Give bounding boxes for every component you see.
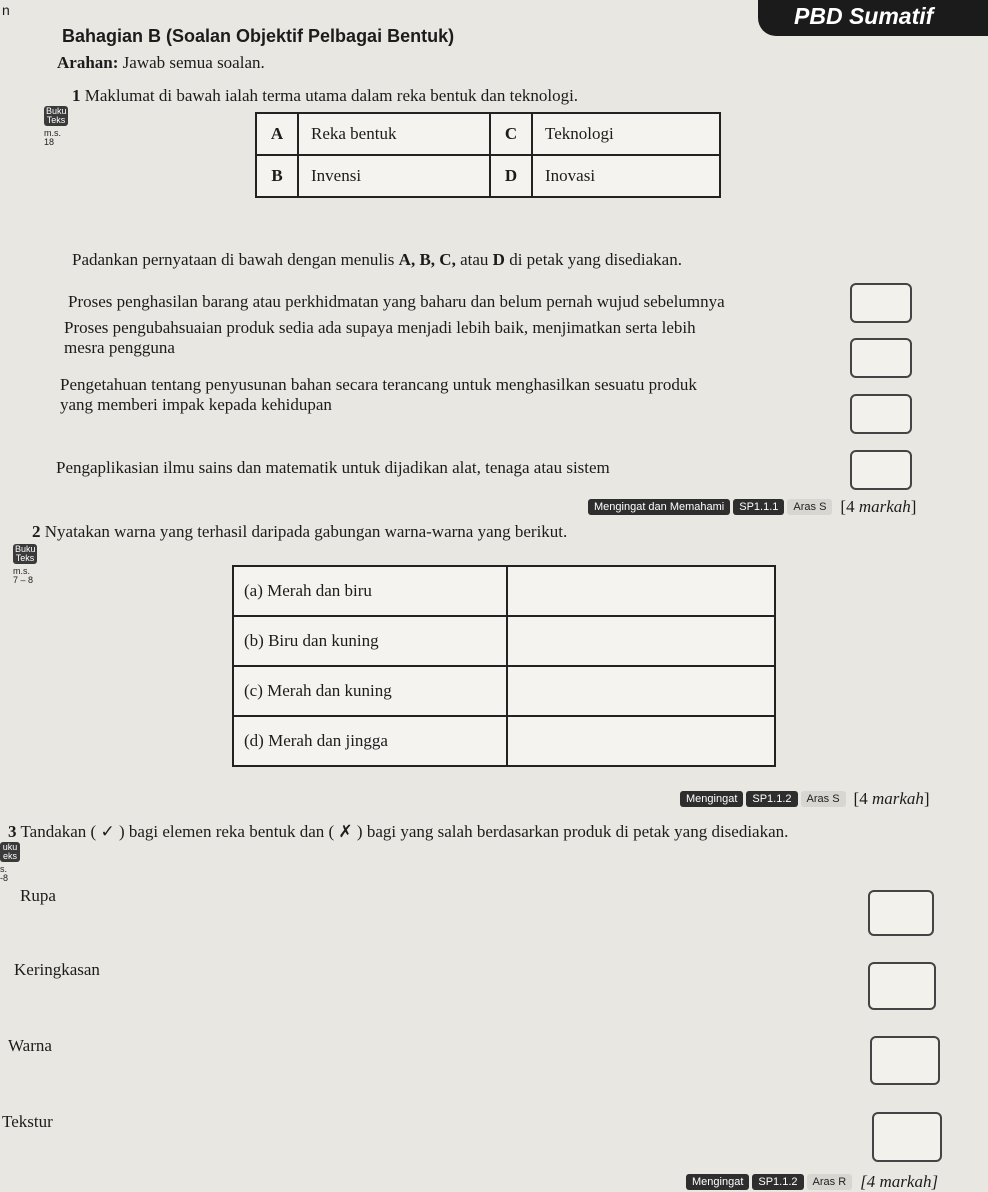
q3-skill-tags: [686, 1172, 938, 1192]
answer-box-3[interactable]: [850, 394, 912, 434]
colour-pair: (d) Merah dan jingga: [233, 716, 507, 766]
term-value: Invensi: [298, 155, 490, 197]
buku-teks-icon: Buku Teks: [46, 106, 67, 125]
skill-tag: Mengingat: [686, 1174, 749, 1190]
section-title: Bahagian B (Soalan Objektif Pelbagai Bentuk): [62, 26, 455, 46]
q1-instruction: Padankan pernyataan di bawah dengan menulis A, B, C, atau D di petak yang disediakan.: [72, 250, 682, 269]
question-2-number: 2: [32, 522, 41, 541]
question-1: [72, 86, 578, 106]
question-3: [8, 822, 788, 842]
table-row: [256, 113, 720, 155]
textbook-ref-3: uku eks s. -8: [0, 842, 20, 883]
term-key: C: [490, 113, 532, 155]
statement-2: Proses pengubahsuaian produk sedia ada supaya menjadi lebih baik, menjimatkan serta lebih mesra pengguna: [64, 318, 696, 357]
instructions-text: Jawab semua soalan.: [122, 53, 265, 72]
term-key: A: [256, 113, 298, 155]
terms-table: [255, 112, 721, 198]
question-1-text: Maklumat di bawah ialah terma utama dalam reka bentuk dan teknologi.: [84, 86, 579, 105]
textbook-ref-1: [44, 106, 68, 147]
sp-tag: SP1.1.1: [733, 499, 784, 515]
sp-tag: SP1.1.2: [752, 1174, 803, 1190]
colour-table: [232, 565, 776, 767]
question-3-number: 3: [8, 822, 17, 841]
instructions-label: Arahan:: [57, 53, 119, 72]
skill-tag: Mengingat dan Memahami: [588, 499, 730, 515]
sp-tag: SP1.1.2: [746, 791, 797, 807]
question-3-text: Tandakan ( ✓ ) bagi elemen reka bentuk dan ( ✗ ) bagi yang salah berdasarkan produk di petak yang disediakan.: [20, 822, 789, 841]
level-tag: Aras S: [787, 499, 832, 515]
term-key: D: [490, 155, 532, 197]
level-tag: Aras S: [801, 791, 846, 807]
answer-cell[interactable]: [507, 666, 775, 716]
term-value: Inovasi: [532, 155, 720, 197]
question-2-text: Nyatakan warna yang terhasil daripada gabungan warna-warna yang berikut.: [44, 522, 568, 541]
instructions: [57, 53, 265, 73]
term-key: B: [256, 155, 298, 197]
answer-box-warna[interactable]: [870, 1036, 940, 1085]
colour-pair: (c) Merah dan kuning: [233, 666, 507, 716]
skill-tag: Mengingat: [680, 791, 743, 807]
table-row: [256, 155, 720, 197]
element-item: Keringkasan: [14, 960, 100, 979]
marks: [4 markah]: [840, 497, 917, 516]
answer-box-tekstur[interactable]: [872, 1112, 942, 1162]
marks: [4 markah]: [853, 789, 930, 808]
table-row: [233, 616, 775, 666]
statement-4: Pengaplikasian ilmu sains dan matematik untuk dijadikan alat, tenaga atau sistem: [56, 458, 610, 477]
banner-text: PBD Sumatif: [794, 3, 934, 29]
marks: [4 markah]: [860, 1172, 939, 1191]
question-2: [32, 522, 567, 542]
term-value: Teknologi: [532, 113, 720, 155]
corner-text: n: [2, 2, 10, 18]
colour-pair: (b) Biru dan kuning: [233, 616, 507, 666]
level-tag: Aras R: [807, 1174, 853, 1190]
answer-box-keringkasan[interactable]: [868, 962, 936, 1010]
answer-box-1[interactable]: [850, 283, 912, 323]
question-1-number: 1: [72, 86, 81, 105]
answer-box-4[interactable]: [850, 450, 912, 490]
table-row: [233, 716, 775, 766]
textbook-ref-2: Buku Teks m.s. 7 – 8: [13, 544, 36, 585]
answer-cell[interactable]: [507, 566, 775, 616]
element-item: Warna: [8, 1036, 52, 1055]
table-row: [233, 666, 775, 716]
term-value: Reka bentuk: [298, 113, 490, 155]
buku-teks-icon: Buku Teks: [15, 544, 36, 563]
answer-cell[interactable]: [507, 716, 775, 766]
q1-skill-tags: [588, 497, 916, 517]
colour-pair: (a) Merah dan biru: [233, 566, 507, 616]
table-row: [233, 566, 775, 616]
q2-skill-tags: [680, 789, 930, 809]
buku-teks-icon: uku eks: [0, 842, 20, 862]
answer-cell[interactable]: [507, 616, 775, 666]
answer-box-2[interactable]: [850, 338, 912, 378]
statement-1: Proses penghasilan barang atau perkhidmatan yang baharu dan belum pernah wujud sebelumnya: [68, 292, 725, 311]
element-item: Rupa: [20, 886, 56, 905]
statement-3: Pengetahuan tentang penyusunan bahan secara terancang untuk menghasilkan sesuatu produk yang memberi impak kepada kehidupan: [60, 375, 697, 414]
element-item: Tekstur: [2, 1112, 53, 1131]
answer-box-rupa[interactable]: [868, 890, 934, 936]
pbd-sumatif-banner: [758, 0, 988, 36]
page-ref-1: m.s. 18: [44, 128, 61, 147]
